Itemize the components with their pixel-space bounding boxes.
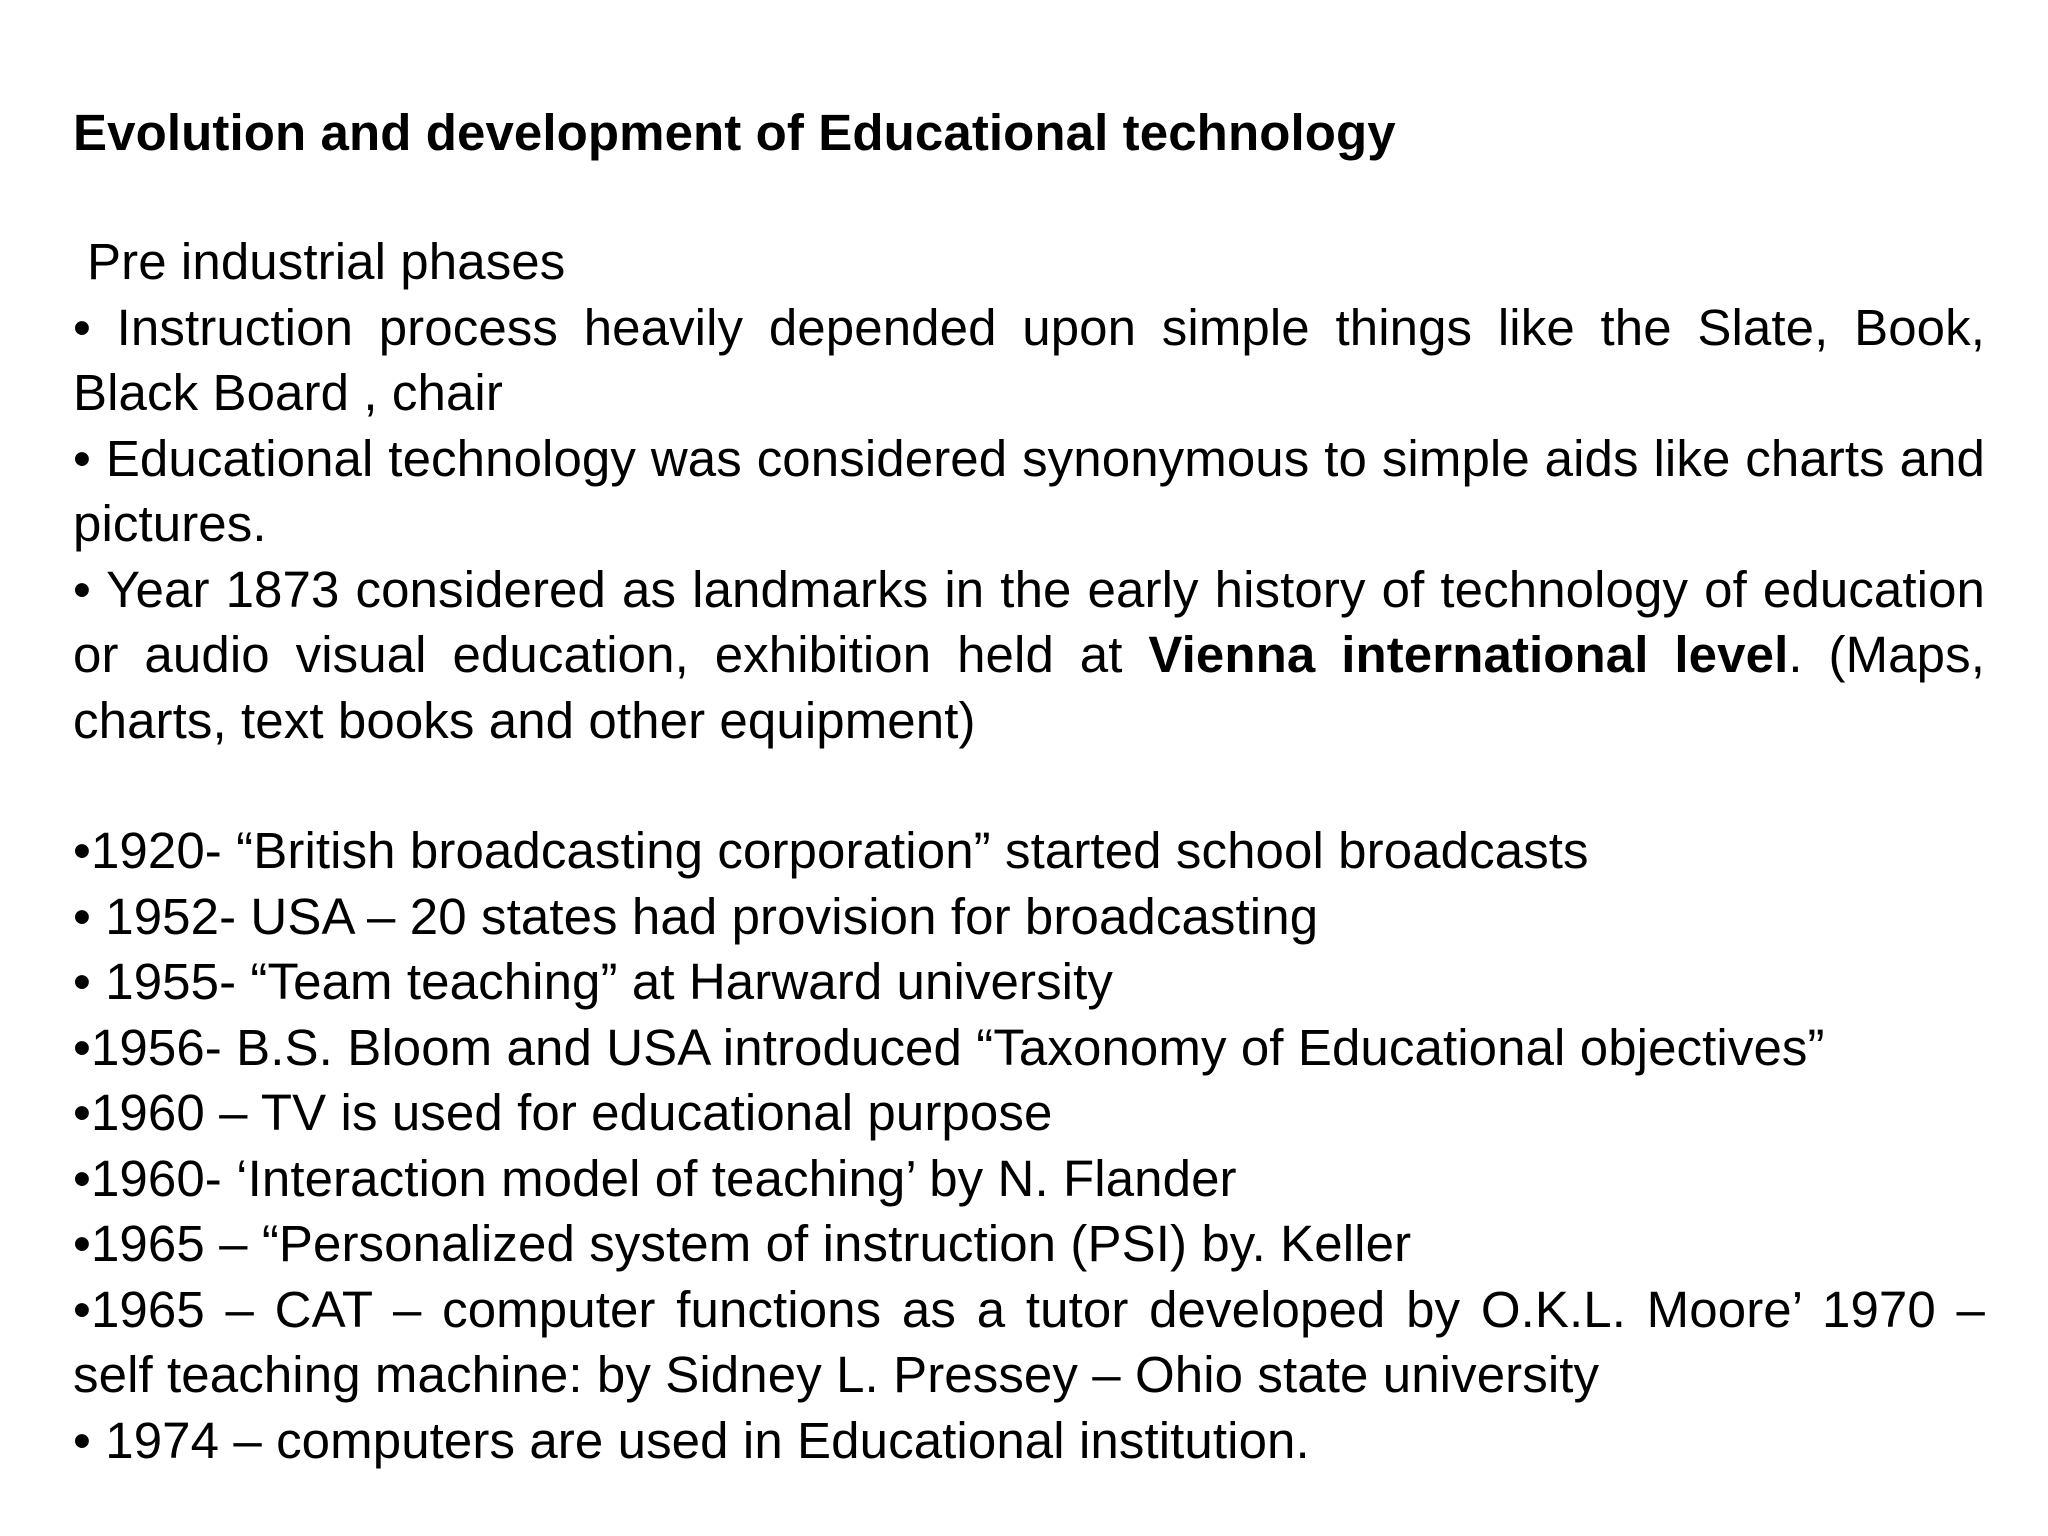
timeline-item: •1920- “British broadcasting corporation” started school broadcasts (73, 822, 1589, 879)
slide-title: Evolution and development of Educational technology (73, 104, 1396, 161)
spacer (73, 753, 1985, 818)
timeline-item: •1965 – CAT – computer functions as a tutor developed by O.K.L. Moore’ 1970 – self teaching machine: by Sidney L. Pressey – Ohio state university (73, 1280, 1985, 1403)
bullet-item: • Instruction process heavily depended upon simple things like the Slate, Book, Black Board , chair (73, 298, 1985, 421)
slide-content (73, 100, 1985, 1473)
timeline-item: •1965 – “Personalized system of instruction (PSI) by. Keller (73, 1215, 1412, 1272)
timeline-item: •1956- B.S. Bloom and USA introduced “Taxonomy of Educational objectives” (73, 1018, 1825, 1076)
timeline-item: •1960 – TV is used for educational purpose (73, 1084, 1053, 1141)
bullet-bold-text: Vienna international level (1148, 626, 1789, 683)
timeline-item: • 1952- USA – 20 states had provision for broadcasting (73, 887, 1319, 945)
bullet-item (73, 557, 1985, 754)
timeline-item: •1960- ‘Interaction model of teaching’ by N. Flander (73, 1149, 1237, 1207)
bullet-text: . (Maps, charts, text books and other equipment) (73, 626, 1985, 749)
bullet-item: • Educational technology was considered synonymous to simple aids like charts and pictures. (73, 429, 1985, 552)
spacer (73, 165, 1985, 229)
section-heading: Pre industrial phases (87, 233, 566, 290)
slide-body (73, 229, 1985, 1473)
bullet-text: • Year 1873 considered as landmarks in the early history of technology of education or audio visual education, exhibition held at (73, 560, 1985, 683)
timeline-item: • 1974 – computers are used in Educational institution. (73, 1411, 1310, 1469)
timeline-item: • 1955- “Team teaching” at Harward university (73, 953, 1113, 1010)
